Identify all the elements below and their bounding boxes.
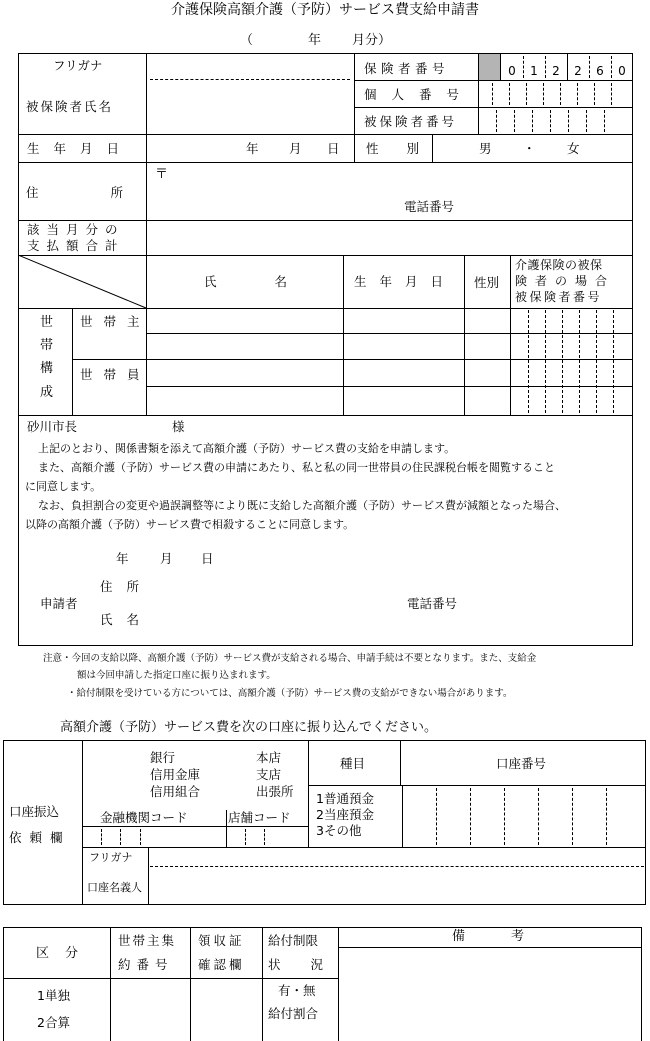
branch-code-label: 店舗コード	[228, 810, 291, 825]
account-holder-label: 口座名義人	[87, 881, 142, 894]
period-year: 年	[308, 33, 322, 48]
application-month: 月	[160, 551, 173, 566]
birth-year: 年	[246, 141, 259, 156]
household-side-label-4: 成	[40, 385, 54, 400]
col-insured-line1: 介護保険の被保	[515, 258, 603, 272]
institution-code-label: 金融機関コード	[100, 810, 188, 825]
col-insured-line3: 被保険者番号	[515, 290, 603, 304]
insurer-digit: 6	[596, 64, 604, 78]
bank-branch-2: 支店	[256, 767, 282, 782]
period-month: 月分）	[352, 33, 392, 48]
account-holder-field[interactable]	[152, 868, 642, 902]
bank-type-3: 信用組合	[150, 784, 201, 799]
application-day: 日	[201, 551, 214, 566]
office-remarks: 備考	[452, 929, 571, 944]
office-receipt-line1: 領収証	[198, 933, 245, 948]
col-name: 氏名	[204, 274, 346, 289]
insurer-digit: 0	[618, 64, 626, 78]
household-side-label-1: 世	[40, 315, 54, 330]
bank-branch-3: 出張所	[256, 784, 294, 799]
bank-heading: 高額介護（予防）サービス費を次の口座に振り込んでください。	[60, 720, 438, 735]
note-line: 額は今回申請した指定口座に振り込まれます。	[77, 670, 276, 681]
office-restriction-line2: 状況	[268, 957, 354, 972]
bank-type-2: 信用金庫	[150, 767, 201, 782]
applicant-address-label: 住所	[100, 579, 154, 594]
sex-female[interactable]: 女	[567, 141, 580, 156]
birth-month: 月	[289, 141, 302, 156]
office-household-line2: 約番号	[118, 957, 174, 972]
birth-label: 生年月日	[27, 141, 134, 156]
honorific: 様	[172, 419, 185, 434]
col-birth: 生年月日	[354, 274, 457, 289]
addressee: 砂川市長	[27, 419, 78, 434]
declaration-line: 以降の高額介護（予防）サービス費で相殺することに同意します。	[25, 518, 355, 531]
applicant-phone-label: 電話番号	[407, 596, 458, 611]
applicant-label: 申請者	[40, 596, 78, 611]
insured-number-field[interactable]	[480, 109, 630, 133]
payment-label-line1: 該当月分の	[27, 222, 125, 237]
office-category: 区分	[36, 946, 95, 961]
insurer-digit: 1	[530, 64, 538, 78]
household-side-label-3: 構	[40, 361, 54, 376]
sex-separator: ・	[523, 141, 536, 156]
office-ratio: 給付割合	[268, 1006, 319, 1021]
col-sex: 性別	[474, 275, 500, 290]
sex-label: 性別	[366, 141, 448, 156]
applicant-name-label: 氏名	[100, 612, 154, 627]
insurer-digit: 2	[552, 64, 560, 78]
declaration-line: また、高額介護（予防）サービス費の申請にあたり、私と私の同一世帯員の住民課税台帳を閲覧すること	[38, 461, 555, 474]
declaration-line: 上記のとおり、関係書類を添えて高額介護（予防）サービス費の支給を申請します。	[38, 442, 456, 455]
birth-day: 日	[327, 141, 340, 156]
personal-number-field[interactable]	[480, 82, 630, 106]
office-restriction-line1: 給付制限	[268, 933, 319, 948]
office-single: 1単独	[37, 988, 70, 1003]
kind-label: 種目	[340, 756, 366, 771]
declaration-line: に同意します。	[25, 480, 102, 493]
kind-option-2[interactable]: 2当座預金	[316, 807, 374, 822]
diagonal-slash	[18, 255, 147, 309]
bank-side-label-1: 口座振込	[9, 804, 60, 819]
kind-option-3[interactable]: 3その他	[316, 823, 362, 838]
office-receipt-line2: 確認欄	[198, 957, 245, 972]
period-open: （	[240, 33, 254, 48]
note-line: 注意・今回の支給以降、高額介護（予防）サービス費が支給される場合、申請手続は不要となります。また、支給金	[43, 653, 537, 664]
insurer-digit: 0	[508, 64, 516, 78]
postal-mark: 〒	[155, 167, 169, 182]
insured-name-field[interactable]	[150, 82, 350, 132]
page-title: 介護保険高額介護（予防）サービス費支給申請書	[171, 2, 479, 18]
furigana-label: フリガナ	[53, 58, 103, 73]
insured-number-label: 被保険者番号	[364, 114, 458, 129]
note-line: ・給付制限を受けている方については、高額介護（予防）サービス費の支給ができない場合があります。	[67, 688, 513, 699]
col-insured-line2: 険者の場合	[515, 274, 616, 288]
office-yes-no: 有・無	[278, 983, 316, 998]
phone-label: 電話番号	[404, 199, 455, 214]
household-side-label-2: 帯	[40, 338, 54, 353]
payment-label-line2: 支払額合計	[27, 238, 125, 253]
payment-total-field[interactable]	[150, 223, 628, 253]
office-household-line1: 世帯主集	[118, 933, 177, 948]
bank-type-1: 銀行	[150, 750, 176, 765]
bank-furigana-label: フリガナ	[89, 851, 133, 864]
household-member-label: 世帯員	[80, 367, 151, 382]
account-number-label: 口座番号	[496, 756, 547, 771]
insured-name-label: 被保険者氏名	[26, 99, 114, 114]
declaration-line: なお、負担割合の変更や過誤調整等により既に支給した高額介護（予防）サービス費が減額となった場合、	[38, 499, 566, 512]
application-year: 年	[116, 551, 129, 566]
bank-side-label-2: 依頼欄	[9, 830, 71, 845]
sex-male[interactable]: 男	[479, 141, 492, 156]
bank-branch-1: 本店	[256, 750, 282, 765]
insurer-number-label: 保険者番号	[364, 61, 450, 76]
office-combined: 2合算	[37, 1015, 70, 1030]
furigana-field[interactable]	[150, 56, 350, 78]
insurer-digit: 2	[574, 64, 582, 78]
personal-number-label: 個人番号	[364, 87, 475, 102]
address-label: 住所	[26, 185, 196, 200]
household-head-label: 世帯主	[80, 314, 151, 329]
kind-option-1[interactable]: 1普通預金	[316, 791, 374, 806]
